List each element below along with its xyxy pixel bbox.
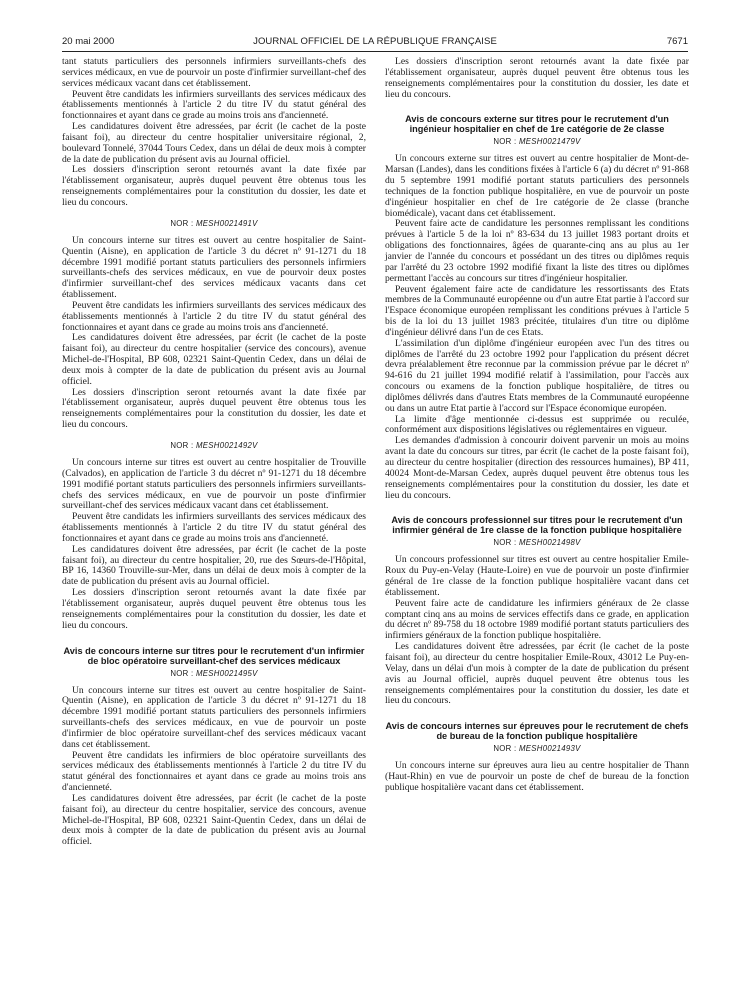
nor-reference <box>62 219 366 228</box>
nor-label: NOR : <box>493 137 517 147</box>
nor-reference <box>62 441 366 450</box>
paragraph: Les candidatures doivent être adressées, par écrit (le cachet de la poste faisant foi), au directeur du centre hospitalier, service des concours, avenue Michel-de-l'Hospital, BP 608, 02321 Saint-Quentin Cedex, dans un délai de deux mois à compter de la date de publication du présent avis au Journal officiel. <box>62 792 366 848</box>
paragraph: L'assimilation d'un diplôme d'ingénieur européen avec l'un des titres ou diplômes de l'arrêté du 23 octobre 1992 pour l'application du présent décret devra préalablement être reconnue par la commission prévue par le décret nº 94-616 du 21 juillet 1994 modifié relatif à l'assimilation, pour l'accès aux concours ou examens de la fonction publique hospitalière, de titres ou diplômes délivrés dans d'autres Etats membres de la Communauté européenne ou dans un autre Etat partie à l'accord sur l'Espace économique européen. <box>385 337 689 414</box>
paragraph: Les candidatures doivent être adressées, par écrit (le cachet de la poste faisant foi), au directeur du centre hospitalier, 20, rue des Sœurs-de-l'Hôpital, BP 16, 14360 Trouville-sur-Mer, dans un délai de deux mois à compter de la date de publication du présent avis au Journal officiel. <box>62 543 366 588</box>
paragraph: La limite d'âge mentionnée ci-dessus est supprimée ou reculée, conformément aux dispositions législatives ou réglementaires en vigueur. <box>385 413 689 436</box>
nor-reference <box>385 538 689 547</box>
header-rule <box>62 51 688 52</box>
paragraph: Peuvent faire acte de candidature les infirmiers généraux de 2e classe comptant cinq ans au moins de services effectifs dans ce grade, en application du décret nº 89-758 du 18 octobre 1989 modifié portant statuts particuliers des infirmiers généraux de la fonction publique hospitalière. <box>385 597 689 642</box>
notice-title: Avis de concours interne sur titres pour le recrutement d'un infirmier de bloc opératoire surveillant-chef des services médicaux <box>63 645 365 666</box>
paragraph: Un concours externe sur titres est ouvert au centre hospitalier de Mont-de-Marsan (Landes), dans les conditions fixées à l'article 6 (a) du décret nº 91-868 du 5 septembre 1991 modifié portant statuts particuliers des personnels techniques de la fonction publique hospitalière, en vue de pourvoir un poste d'ingénieur hospitalier en chef de 1re catégorie de 2e classe (branche biomédicale), vacant dans cet établissement. <box>385 153 689 219</box>
paragraph: Les candidatures doivent être adressées, par écrit (le cachet de la poste faisant foi), au directeur du centre hospitalier (service des concours), avenue Michel-de-l'Hospital, BP 608, 02321 Saint-Quentin Cedex, dans un délai de deux mois à compter de la date de publication du présent avis au Journal officiel. <box>62 332 366 387</box>
header-title: JOURNAL OFFICIEL DE LA RÉPUBLIQUE FRANÇAISE <box>253 36 497 47</box>
nor-code: MESH0021491V <box>195 218 258 228</box>
nor-reference <box>385 137 689 146</box>
nor-reference <box>385 744 689 753</box>
paragraph: Les dossiers d'inscription seront retournés avant la date fixée par l'établissement organisateur, auprès duquel peuvent être obtenus tous les renseignements complémentaires pour la constitution du dossier, les date et lieu du concours. <box>385 56 689 100</box>
paragraph: Un concours interne sur épreuves aura lieu au centre hospitalier de Thann (Haut-Rhin) en vue de pourvoir un poste de chef de bureau de la fonction publique hospitalière vacant dans cet établissement. <box>385 760 689 793</box>
paragraph: Un concours interne sur titres est ouvert au centre hospitalier de Trouville (Calvados), en application de l'article 3 du décret nº 91-1271 du 18 décembre 1991 modifié portant statuts particuliers des personnels infirmiers surveillants-chefs des services médicaux, en vue de pourvoir un poste d'infirmier surveillant-chef des services médicaux vacant dans cet établissement. <box>62 457 366 512</box>
paragraph: Les demandes d'admission à concourir doivent parvenir un mois au moins avant la date du concours sur titres, par écrit (le cachet de la poste faisant foi), au directeur du centre hospitalier (direction des ressources humaines), BP 411, 40024 Mont-de-Marsan Cedex, auprès duquel peuvent être obtenus tous les renseignements complémentaires pour la constitution du dossier, les date et lieu du concours. <box>385 435 689 501</box>
paragraph: Les dossiers d'inscription seront retournés avant la date fixée par l'établissement organisateur, auprès duquel peuvent être obtenus tous les renseignements complémentaires pour la constitution du dossier, les date et lieu du concours. <box>62 164 366 208</box>
nor-label: NOR : <box>493 538 517 548</box>
notice-title: Avis de concours internes sur épreuves pour le recrutement de chefs de bureau de la fonction publique hospitalière <box>385 721 689 742</box>
paragraph: Les candidatures doivent être adressées, par écrit (le cachet de la poste faisant foi), au directeur du centre hospitalier universitaire régional, 2, boulevard Tonnelé, 37044 Tours Cedex, dans un délai de deux mois à compter de la date de publication du présent avis au Journal officiel. <box>62 121 366 165</box>
paragraph: tant statuts particuliers des personnels infirmiers surveillants-chefs des services médicaux, en vue de pourvoir un poste d'infirmier surveillant-chef des services médicaux vacant dans cet établissement. <box>62 56 366 89</box>
nor-code: MESH0021492V <box>195 441 258 450</box>
paragraph: Peuvent faire acte de candidature les personnes remplissant les conditions prévues à l'article 5 de la loi nº 83-634 du 13 juillet 1983 portant droits et obligations des fonctionnaires, âgées de quarante-cinq ans au plus au 1er janvier de l'année du concours et possédant un des titres ou diplômes requis par l'arrêté du 23 octobre 1992 modifié fixant la liste des titres ou diplômes permettant l'accès au concours sur titres d'ingénieur hospitalier. <box>385 218 689 284</box>
nor-label: NOR : <box>170 441 194 450</box>
nor-label: NOR : <box>493 744 517 754</box>
paragraph: Les candidatures doivent être adressées, par écrit (le cachet de la poste faisant foi), au directeur du centre hospitalier Emile-Roux, 43012 Le Puy-en-Velay, dans un délai d'un mois à compter de la date de publication du présent avis au Journal officiel, auprès duquel peuvent être obtenus tous les renseignements complémentaires pour la constitution du dossier, les date et lieu du concours. <box>385 641 689 707</box>
header-page-number: 7671 <box>666 36 688 47</box>
paragraph: Peuvent être candidats les infirmiers surveillants des services médicaux des établissements mentionnés à l'article 2 du titre IV du statut général des fonctionnaires et ayant dans ce grade au moins trois ans d'ancienneté. <box>62 511 366 544</box>
paragraph: Un concours interne sur titres est ouvert au centre hospitalier de Saint-Quentin (Aisne), en application de l'article 3 du décret nº 91-1271 du 18 décembre 1991 modifié portant statuts particuliers des personnels infirmiers surveillants-chefs des services médicaux, en vue de pourvoir deux postes d'infirmier surveillant-chef des services médicaux vacants dans cet établissement. <box>62 234 366 301</box>
paragraph: Peuvent être candidats les infirmiers surveillants des services médicaux des établissements mentionnés à l'article 2 du titre IV du statut général des fonctionnaires et ayant dans ce grade au moins trois ans d'ancienneté. <box>62 299 366 333</box>
nor-code: MESH0021498V <box>518 538 581 548</box>
paragraph: Les dossiers d'inscription seront retournés avant la date fixée par l'établissement organisateur, auprès duquel peuvent être obtenus tous les renseignements complémentaires pour la constitution du dossier, les date et lieu du concours. <box>62 386 366 431</box>
nor-reference <box>62 669 366 678</box>
notice-title: Avis de concours externe sur titres pour le recrutement d'un ingénieur hospitalier en chef de 1re catégorie de 2e classe <box>405 114 669 135</box>
nor-label: NOR : <box>170 668 194 678</box>
nor-label: NOR : <box>170 218 194 228</box>
paragraph: Peuvent être candidats les infirmiers de bloc opératoire surveillants des services médicaux des établissements mentionnés à l'article 2 du titre IV du statut général des fonctionnaires et ayant dans ce grade au moins trois ans d'ancienneté. <box>62 749 366 794</box>
notice-title: Avis de concours professionnel sur titres pour le recrutement d'un infirmier général de 1re classe de la fonction publique hospitalière <box>391 515 683 536</box>
header-date: 20 mai 2000 <box>62 36 115 47</box>
paragraph: Les dossiers d'inscription seront retournés avant la date fixée par l'établissement organisateur, auprès duquel peuvent être obtenus tous les renseignements complémentaires pour la constitution du dossier, les date et lieu du concours. <box>62 587 366 631</box>
nor-code: MESH0021493V <box>518 744 581 754</box>
paragraph: Un concours interne sur titres est ouvert au centre hospitalier de Saint-Quentin (Aisne), en application de l'article 3 du décret nº 91-1271 du 18 décembre 1991 modifié portant statuts particuliers des personnels infirmiers surveillants-chefs des services médicaux, en vue de pourvoir un poste d'infirmier de bloc opératoire surveillant-chef des services médicaux vacant dans cet établissement. <box>62 684 366 750</box>
right-column <box>385 57 689 794</box>
left-column <box>62 57 366 848</box>
paragraph: Peuvent également faire acte de candidature les ressortissants des Etats membres de la Communauté européenne ou d'un autre Etat partie à l'accord sur l'Espace économique européen remplissant les conditions prévues à l'article 5 bis de la loi du 13 juillet 1983 précitée, titulaires d'un titre ou diplôme d'ingénieur délivré dans l'un de ces Etats. <box>385 283 689 338</box>
paragraph: Un concours professionnel sur titres est ouvert au centre hospitalier Emile-Roux du Puy-en-Velay (Haute-Loire) en vue de pourvoir un poste d'infirmier général de 1re classe de la fonction publique hospitalière vacant dans cet établissement. <box>385 554 689 598</box>
page-header <box>62 36 688 50</box>
paragraph: Peuvent être candidats les infirmiers surveillants des services médicaux des établissements mentionnés à l'article 2 du titre IV du statut général des fonctionnaires et ayant dans ce grade au moins trois ans d'ancienneté. <box>62 88 366 122</box>
nor-code: MESH0021495V <box>195 668 258 678</box>
nor-code: MESH0021479V <box>518 137 581 147</box>
